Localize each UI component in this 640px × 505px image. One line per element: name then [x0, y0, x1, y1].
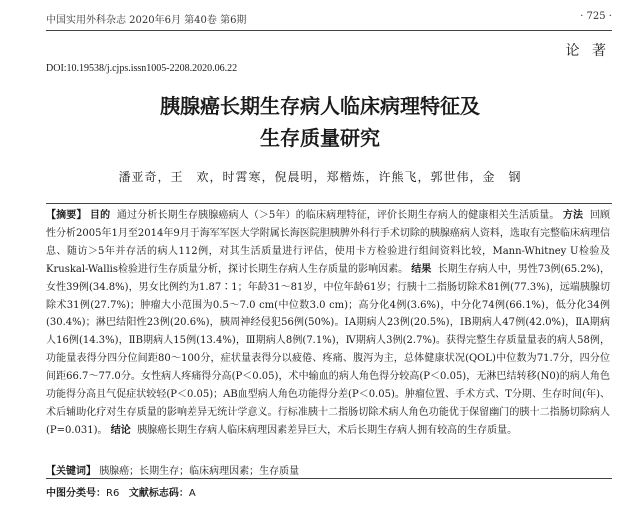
author-list: 潘亚奇，王 欢，时霄寒，倪晨明，郑楷炼，许熊飞，郭世伟，金 钢	[118, 170, 522, 184]
running-header	[46, 11, 612, 25]
keywords-text: 胰腺癌；长期生存；临床病理因素；生存质量	[99, 466, 300, 477]
keywords-label: 【关键词】	[46, 466, 96, 477]
purpose-text: 通过分析长期生存胰腺癌病人（＞5年）的临床病理特征，评价长期生存病人的健康相关生活质量。	[116, 210, 560, 221]
clc-label: 中图分类号：	[46, 488, 106, 499]
abstract	[46, 207, 610, 440]
title-line-1: 胰腺癌长期生存病人临床病理特征及	[160, 94, 480, 118]
article-title	[0, 90, 640, 154]
classification	[46, 484, 196, 499]
conclusion-text: 胰腺癌长期生存病人临床病理因素差异巨大，术后长期生存病人拥有较高的生存质量。	[137, 424, 518, 436]
doi: DOI:10.19538/j.cjps.issn1005-2208.2020.06.22	[46, 63, 238, 74]
header-rule	[46, 30, 612, 31]
result-label: 结果	[411, 263, 432, 275]
journal-issue: 中国实用外科杂志 2020年6月 第40卷 第6期	[46, 15, 247, 26]
clc-value: R6	[106, 488, 120, 499]
abstract-top-rule	[46, 203, 612, 204]
keywords	[46, 462, 299, 477]
method-text: 回顾性分析2005年1月至2014年9月于海军军医大学附属长海医院胆胰脾外科行手术切除的胰腺癌病人资料，选取有完整临床病理信息、随访＞5年并存活的病人112例，对其生活质量进行评估，使用卡方检验进行组间资料比较，Mann-Whitney U检验及Kruskal-Wallis检验进行生存质量分析，探讨长期生存病人生存质量的影响因素。	[46, 210, 610, 275]
abstract-bottom-rule	[46, 478, 612, 479]
column-label: 论 著	[565, 43, 610, 59]
purpose-label: 目的	[89, 210, 111, 221]
title-line-2: 生存质量研究	[260, 126, 380, 150]
conclusion-label: 结论	[110, 424, 131, 436]
page-number: · 725 ·	[580, 11, 612, 22]
doc-code-label: 文献标志码：	[128, 488, 189, 499]
doc-code-value: A	[188, 488, 196, 499]
result-text: 长期生存病人中，男性73例(65.2%)，女性39例(34.8%)，男女比例约为1.87∶1；年龄31～81岁，中位年龄61岁；行胰十二指肠切除术81例(77.3%)，远端胰腺切除术31例(27.7%)；肿瘤大小范围为0.5～7.0 cm(中位数3.0 cm)；高分化4例(3.6%)，中分化74例(66.1%)，低分化34例(30.4%)；淋巴结阳性23例(20.6%)，胰周神经侵犯56例(50%)。ⅠA期病人23例(20.5%)，ⅠB期病人47例(42.0%)，ⅡA期病人16例(14.3%)，ⅡB期病人15例(13.4%)，Ⅲ期病人8例(7.1%)，Ⅳ期病人3例(2.7%)。获得完整生存质量量表的病人58例，功能量表得分四分位间距80～100分，症状量表得分以疲倦、疼痛、腹泻为主，总体健康状况(QOL)中位数为71.7分，四分位间距66.7～77.0分。女性病人疼痛得分高(P＜0.05)，术中输血的病人角色得分较高(P＜0.05)，无淋巴结转移(N0)的病人角色功能得分高且气促症状较轻(P＜0.05)；AB血型病人角色功能得分差(P＜0.05)。肿瘤位置、手术方式、T分期、生存时间(年)、术后辅助化疗对生存质量的影响差异无统计学意义。行标准胰十二指肠切除术病人角色功能优于保留幽门的胰十二指肠切除病人(P=0.031)。	[46, 263, 611, 436]
abstract-label: 【摘要】	[46, 210, 87, 221]
method-label: 方法	[562, 210, 584, 221]
